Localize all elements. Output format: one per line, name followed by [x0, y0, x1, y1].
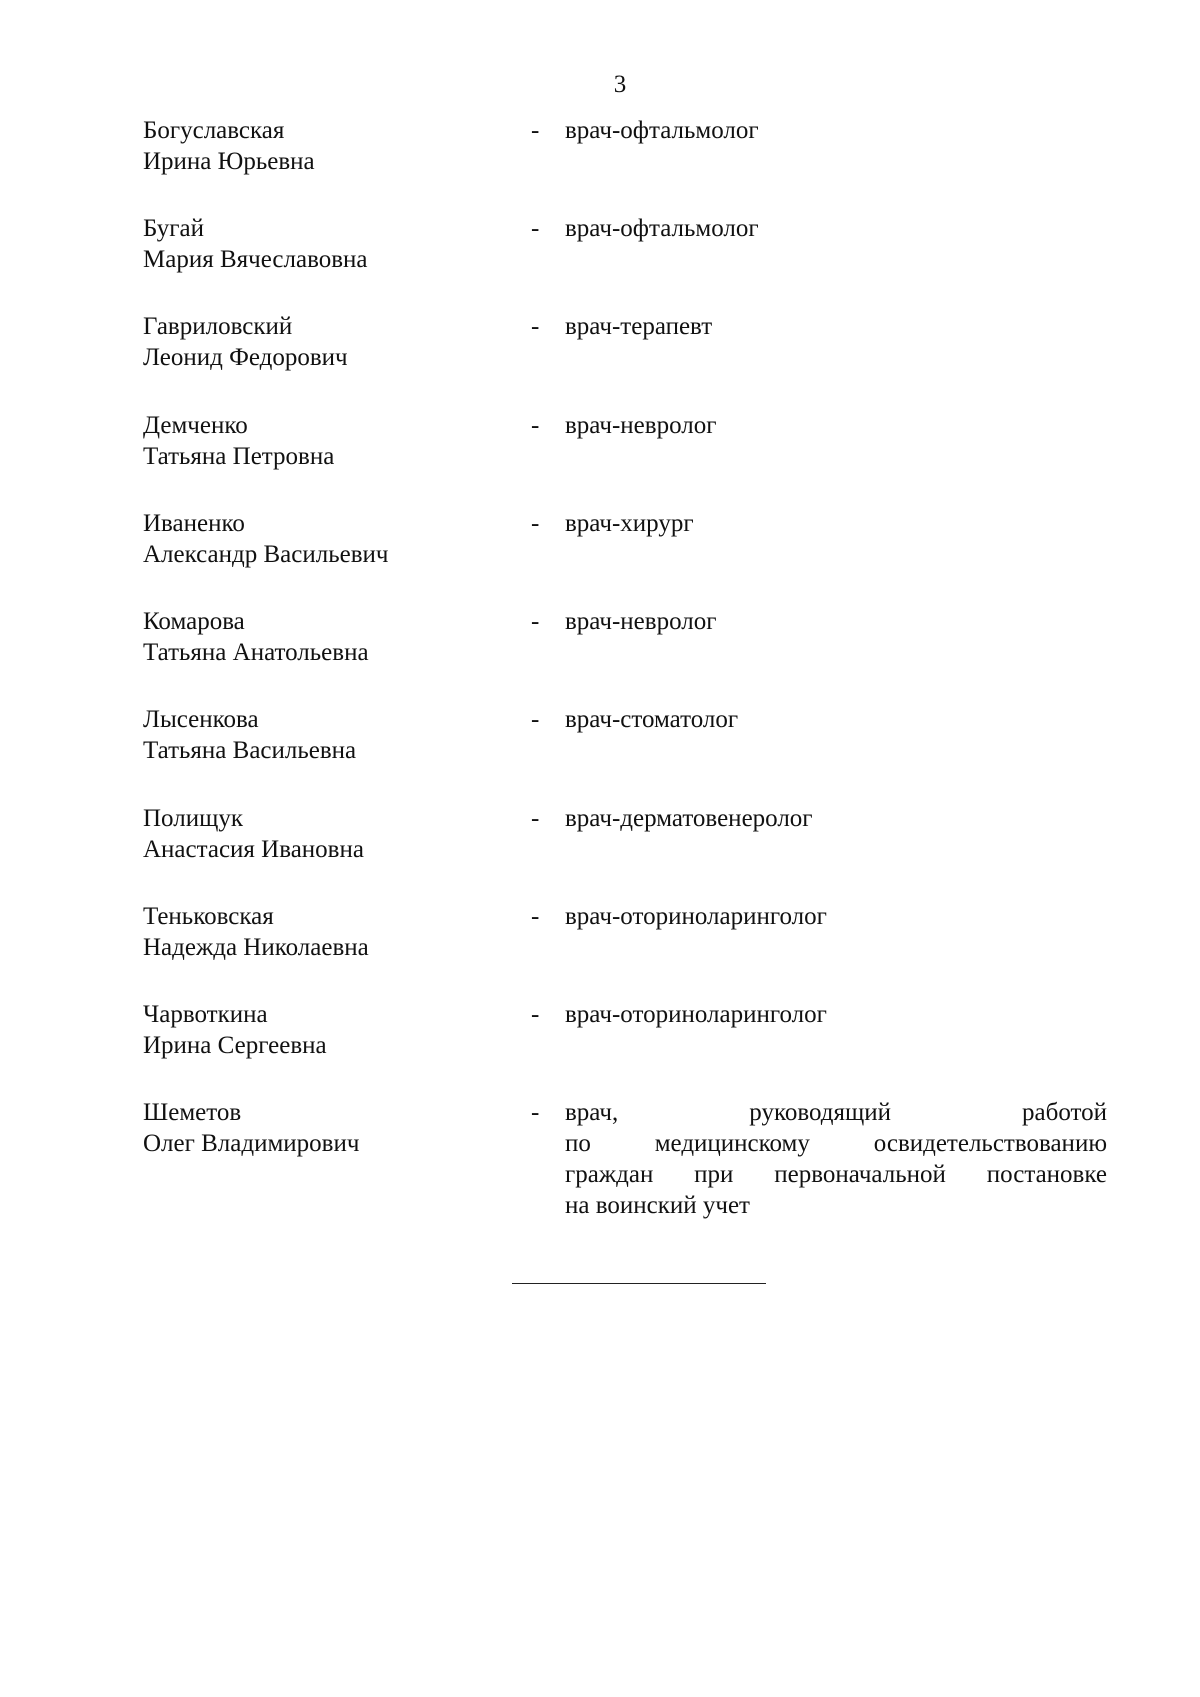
- member-given-names: Мария Вячеславовна: [143, 246, 368, 273]
- member-surname: Чарвоткина: [143, 1001, 268, 1028]
- member-role: врач-невролог: [565, 608, 717, 635]
- member-name: [143, 213, 523, 275]
- member-name: [143, 606, 523, 668]
- dash: -: [531, 412, 540, 439]
- member-given-names: Александр Васильевич: [143, 541, 389, 568]
- separator-line: [512, 1283, 766, 1284]
- member-role: врач-офтальмолог: [565, 117, 759, 144]
- member-surname: Иваненко: [143, 510, 245, 537]
- role-line: [565, 1190, 1107, 1221]
- role-word: постановке: [986, 1161, 1107, 1188]
- member-surname: Теньковская: [143, 903, 274, 930]
- member-name: [143, 1097, 523, 1159]
- dash: -: [531, 608, 540, 635]
- member-given-names: Татьяна Анатольевна: [143, 639, 369, 666]
- member-name: [143, 311, 523, 373]
- member-role: врач-дерматовенеролог: [565, 805, 813, 832]
- role-word: освидетельствованию: [873, 1130, 1107, 1157]
- member-name: [143, 803, 523, 865]
- dash: -: [531, 215, 540, 242]
- dash: -: [531, 903, 540, 930]
- member-given-names: Олег Владимирович: [143, 1130, 360, 1157]
- member-role: врач-хирург: [565, 510, 694, 537]
- member-surname: Демченко: [143, 412, 248, 439]
- member-given-names: Надежда Николаевна: [143, 934, 369, 961]
- member-surname: Лысенкова: [143, 706, 259, 733]
- member-surname: Шеметов: [143, 1099, 242, 1126]
- role-word: при: [694, 1161, 734, 1188]
- member-given-names: Ирина Сергеевна: [143, 1032, 327, 1059]
- role-word: работой: [1022, 1099, 1107, 1126]
- member-surname: Бугай: [143, 215, 204, 242]
- dash: -: [531, 706, 540, 733]
- member-surname: Комарова: [143, 608, 245, 635]
- page-number: 3: [613, 71, 627, 98]
- dash: -: [531, 1001, 540, 1028]
- dash: -: [531, 805, 540, 832]
- role-word: врач,: [565, 1099, 619, 1126]
- member-name: [143, 508, 523, 570]
- dash: -: [531, 117, 540, 144]
- member-name: [143, 410, 523, 472]
- member-given-names: Татьяна Петровна: [143, 443, 335, 470]
- member-role: врач-оториноларинголог: [565, 1001, 827, 1028]
- member-name: [143, 115, 523, 177]
- member-role: врач-невролог: [565, 412, 717, 439]
- member-role: врач-офтальмолог: [565, 215, 759, 242]
- dash: -: [531, 510, 540, 537]
- role-word: медицинскому: [654, 1130, 810, 1157]
- role-word: по: [565, 1130, 591, 1157]
- member-role: врач-терапевт: [565, 313, 713, 340]
- role-word: руководящий: [749, 1099, 891, 1126]
- role-word: первоначальной: [774, 1161, 946, 1188]
- member-name: [143, 704, 523, 766]
- member-given-names: Ирина Юрьевна: [143, 148, 315, 175]
- member-given-names: Леонид Федорович: [143, 344, 348, 371]
- member-name: [143, 999, 523, 1061]
- dash: -: [531, 313, 540, 340]
- member-name: [143, 901, 523, 963]
- role-line: [565, 1128, 1107, 1159]
- member-role: [565, 1097, 1107, 1221]
- member-role: врач-стоматолог: [565, 706, 739, 733]
- role-line: [565, 1097, 1107, 1128]
- member-surname: Полищук: [143, 805, 243, 832]
- member-given-names: Анастасия Ивановна: [143, 836, 364, 863]
- dash: -: [531, 1099, 540, 1126]
- member-surname: Богуславская: [143, 117, 285, 144]
- role-line: [565, 1159, 1107, 1190]
- member-surname: Гавриловский: [143, 313, 293, 340]
- role-word: на воинский учет: [565, 1192, 750, 1219]
- role-word: граждан: [565, 1161, 654, 1188]
- member-role: врач-оториноларинголог: [565, 903, 827, 930]
- member-given-names: Татьяна Васильевна: [143, 737, 357, 764]
